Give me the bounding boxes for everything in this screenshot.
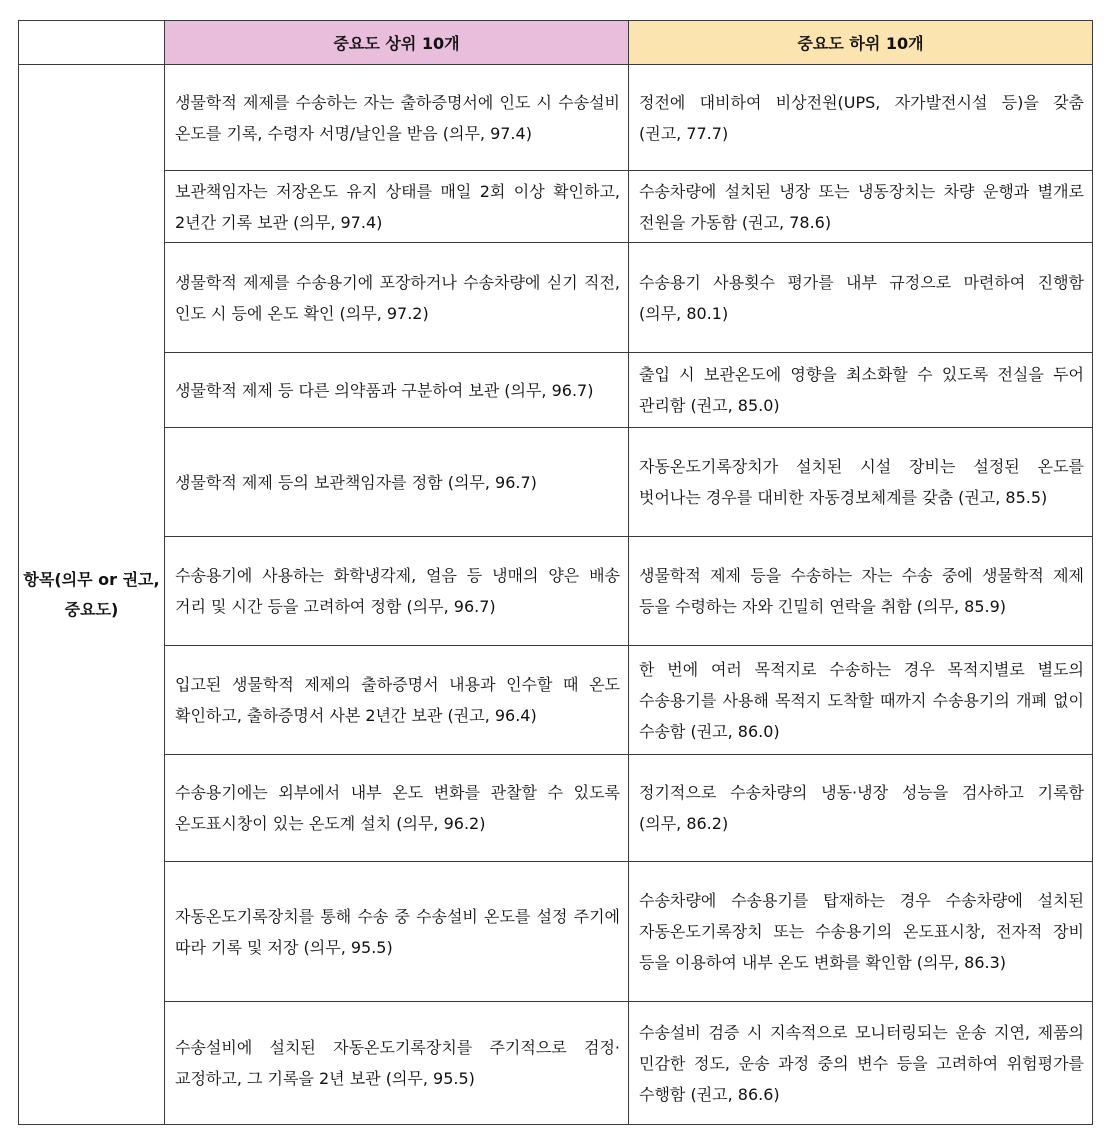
top-item-cell: 수송설비에 설치된 자동온도기록장치를 주기적으로 검정·교정하고, 그 기록을 2년 보관 (의무, 95.5) [165,1002,629,1125]
top-item-cell: 생물학적 제제 등 다른 의약품과 구분하여 보관 (의무, 96.7) [165,353,629,428]
header-bottom10: 중요도 하위 10개 [629,21,1093,65]
top-item-cell: 생물학적 제제를 수송용기에 포장하거나 수송차량에 싣기 직전, 인도 시 등에 온도 확인 (의무, 97.2) [165,243,629,353]
bottom-item-cell: 한 번에 여러 목적지로 수송하는 경우 목적지별로 별도의 수송용기를 사용해 목적지 도착할 때까지 수송용기의 개폐 없이 수송함 (권고, 86.0) [629,646,1093,755]
header-row [19,21,1093,65]
table-row [19,537,1093,646]
top-item-cell: 자동온도기록장치를 통해 수송 중 수송설비 온도를 설정 주기에 따라 기록 및 저장 (의무, 95.5) [165,862,629,1002]
table-row [19,243,1093,353]
top-item-cell: 입고된 생물학적 제제의 출하증명서 내용과 인수할 때 온도 확인하고, 출하증명서 사본 2년간 보관 (권고, 96.4) [165,646,629,755]
bottom-item-cell: 수송차량에 설치된 냉장 또는 냉동장치는 차량 운행과 별개로 전원을 가동함 (권고, 78.6) [629,171,1093,243]
top-item-cell: 생물학적 제제 등의 보관책임자를 정함 (의무, 96.7) [165,428,629,537]
bottom-item-cell: 정전에 대비하여 비상전원(UPS, 자가발전시설 등)을 갖춤 (권고, 77.7) [629,65,1093,171]
header-blank-cell [19,21,165,65]
header-top10: 중요도 상위 10개 [165,21,629,65]
bottom-item-cell: 수송설비 검증 시 지속적으로 모니터링되는 운송 지연, 제품의 민감한 정도, 운송 과정 중의 변수 등을 고려하여 위험평가를 수행함 (권고, 86.6) [629,1002,1093,1125]
table-row [19,171,1093,243]
bottom-item-cell: 출입 시 보관온도에 영향을 최소화할 수 있도록 전실을 두어 관리함 (권고, 85.0) [629,353,1093,428]
bottom-item-cell: 자동온도기록장치가 설치된 시설 장비는 설정된 온도를 벗어나는 경우를 대비한 자동경보체계를 갖춤 (권고, 85.5) [629,428,1093,537]
top-item-cell: 생물학적 제제를 수송하는 자는 출하증명서에 인도 시 수송설비 온도를 기록, 수령자 서명/날인을 받음 (의무, 97.4) [165,65,629,171]
table-row [19,646,1093,755]
table-row [19,428,1093,537]
bottom-item-cell: 생물학적 제제 등을 수송하는 자는 수송 중에 생물학적 제제 등을 수령하는 자와 긴밀히 연락을 취함 (의무, 85.9) [629,537,1093,646]
importance-table [18,20,1093,1125]
bottom-item-cell: 수송차량에 수송용기를 탑재하는 경우 수송차량에 설치된 자동온도기록장치 또는 수송용기의 온도표시창, 전자적 장비 등을 이용하여 내부 온도 변화를 확인함 (의무, 86.3) [629,862,1093,1002]
table-row [19,353,1093,428]
table-row [19,1002,1093,1125]
row-header-label: 항목(의무 or 권고, 중요도) [19,65,165,1125]
top-item-cell: 보관책임자는 저장온도 유지 상태를 매일 2회 이상 확인하고, 2년간 기록 보관 (의무, 97.4) [165,171,629,243]
bottom-item-cell: 정기적으로 수송차량의 냉동·냉장 성능을 검사하고 기록함 (의무, 86.2) [629,755,1093,862]
table-row [19,65,1093,171]
table-row [19,755,1093,862]
table-row [19,862,1093,1002]
bottom-item-cell: 수송용기 사용횟수 평가를 내부 규정으로 마련하여 진행함 (의무, 80.1) [629,243,1093,353]
top-item-cell: 수송용기에는 외부에서 내부 온도 변화를 관찰할 수 있도록 온도표시창이 있는 온도계 설치 (의무, 96.2) [165,755,629,862]
top-item-cell: 수송용기에 사용하는 화학냉각제, 얼음 등 냉매의 양은 배송 거리 및 시간 등을 고려하여 정함 (의무, 96.7) [165,537,629,646]
